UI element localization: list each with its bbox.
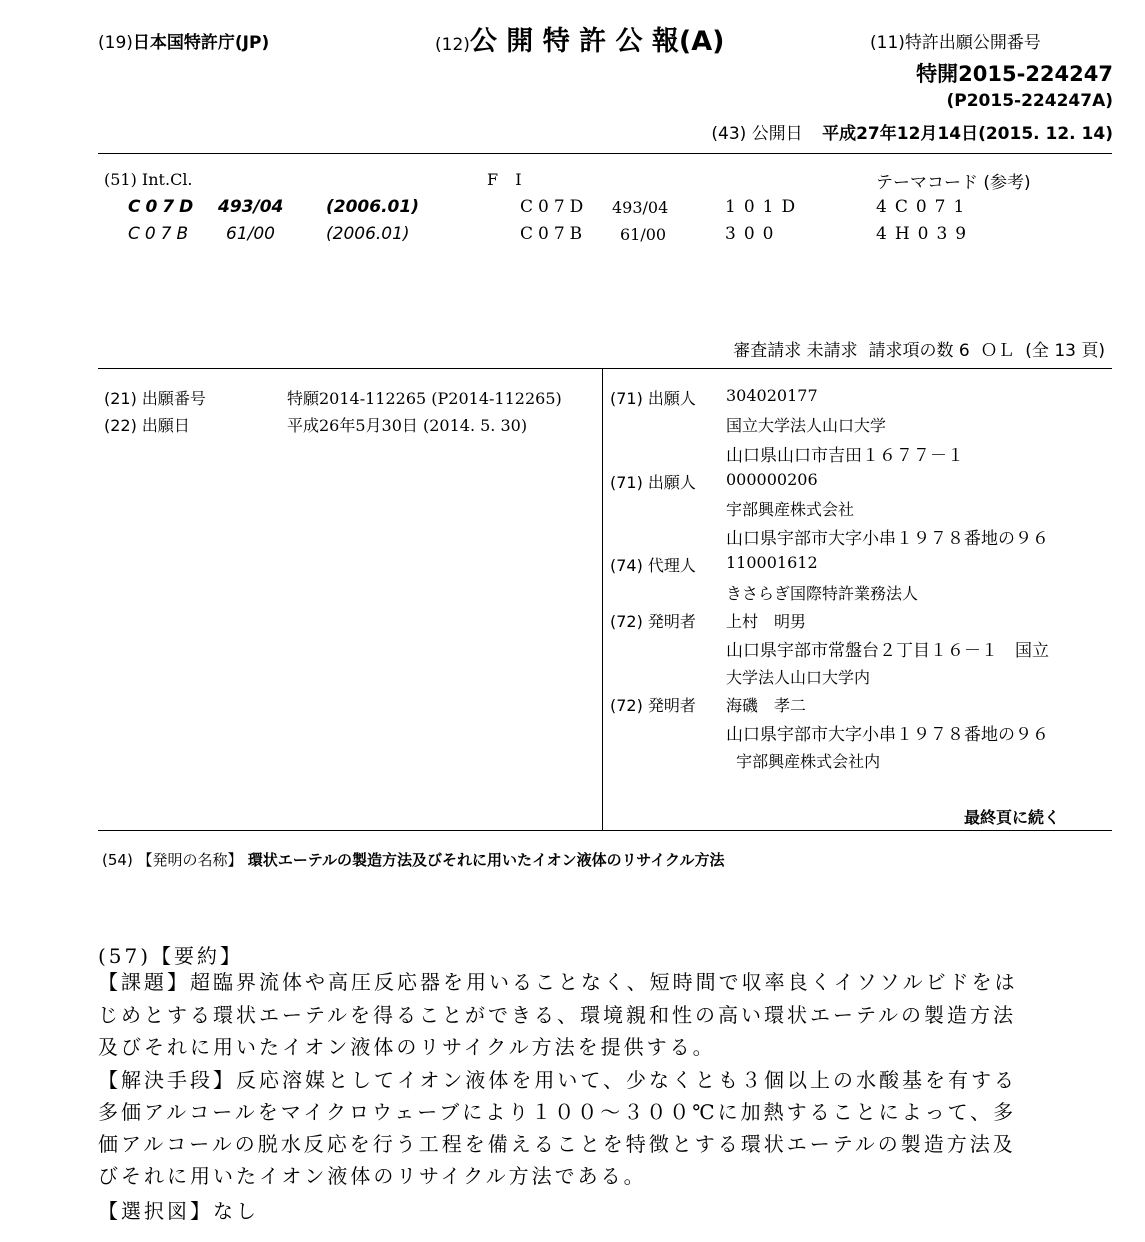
- ipc-version: (2006.01): [326, 224, 410, 244]
- office-name: 日本国特許庁(JP): [132, 33, 270, 53]
- divider-bottom: [98, 830, 1112, 831]
- fi-code: C07D: [520, 197, 589, 217]
- party-line: 海磯 孝二: [726, 696, 807, 715]
- party-line: 宇部興産株式会社内: [726, 752, 881, 771]
- pubnum-label: 特許出願公開番号: [904, 33, 1041, 53]
- kind-number: (12): [435, 35, 470, 55]
- fi-group: 61/00: [620, 225, 667, 244]
- filing-date: 平成26年5月30日 (2014. 5. 30): [287, 416, 528, 435]
- abstract-line: 【解決手段】反応溶媒としてイオン液体を用いて、少なくとも３個以上の水酸基を有する: [98, 1068, 1017, 1092]
- column-divider: [602, 369, 603, 830]
- abstract-line: びそれに用いたイオン液体のリサイクル方法である。: [98, 1164, 647, 1188]
- application-number: 特願2014-112265 (P2014-112265): [287, 389, 562, 408]
- ipc-group: 61/00: [226, 224, 275, 244]
- party-line: きさらぎ国際特許業務法人: [726, 584, 919, 603]
- invention-title: [102, 849, 725, 870]
- party-line: 山口県宇部市大字小串１９７８番地の９６: [726, 725, 1049, 745]
- pubnum-label-block: [870, 28, 1041, 53]
- party-line: 山口県宇部市大字小串１９７８番地の９６: [726, 529, 1049, 549]
- fi-group: 493/04: [612, 198, 669, 217]
- intcl-label: (51) Int.Cl.: [104, 170, 193, 189]
- fi-suffix: 300: [725, 224, 782, 244]
- publication-number: 特開2015-224247: [916, 62, 1113, 86]
- divider-top: [98, 153, 1112, 154]
- abstract-line: 多価アルコールをマイクロウェーブにより１００～３００℃に加熱することによって、多: [98, 1100, 1017, 1124]
- divider-mid: [98, 368, 1112, 369]
- ipc-version: (2006.01): [326, 197, 419, 217]
- abstract-line: じめとする環状エーテルを得ることができる、環境親和性の高い環状エーテルの製造方法: [98, 1003, 1016, 1027]
- party-label: (71) 出願人: [610, 473, 696, 492]
- party-line: 000000206: [726, 470, 818, 489]
- application-number-label: (21) 出願番号: [104, 389, 206, 408]
- kind-block: [435, 19, 724, 58]
- theme-code-label: テーマコード (参考): [876, 173, 1031, 193]
- filing-date-label: (22) 出願日: [104, 416, 190, 435]
- abstract-line: 及びそれに用いたイオン液体のリサイクル方法を提供する。: [98, 1035, 716, 1059]
- abstract-line: 価アルコールの脱水反応を行う工程を備えることを特徴とする環状エーテルの製造方法及: [98, 1132, 1016, 1156]
- abstract-line: 【選択図】なし: [98, 1199, 259, 1223]
- party-label: (72) 発明者: [610, 612, 696, 631]
- pubdate-label: 公開日: [751, 124, 803, 144]
- publication-date: 平成27年12月14日(2015. 12. 14): [822, 124, 1113, 144]
- ipc-group: 493/04: [218, 197, 284, 217]
- party-label: (71) 出願人: [610, 389, 696, 408]
- pubnum-label-number: (11): [870, 33, 905, 53]
- fi-label: F I: [487, 170, 528, 189]
- office-number: (19): [98, 33, 133, 53]
- party-line: 304020177: [726, 386, 818, 405]
- continued-note: 最終頁に続く: [964, 808, 1061, 827]
- ipc-code: C07B: [128, 224, 194, 244]
- abstract-line: 【課題】超臨界流体や高圧反応器を用いることなく、短時間で収率良くイソソルビドをは: [98, 970, 1018, 994]
- theme-code: 4H039: [876, 224, 975, 244]
- party-label: (72) 発明者: [610, 696, 696, 715]
- fi-suffix: 101D: [725, 197, 804, 217]
- publication-number-alt: (P2015-224247A): [946, 91, 1113, 111]
- pubdate-number: (43): [711, 124, 747, 144]
- party-line: 宇部興産株式会社: [726, 500, 855, 519]
- invention-title-label: (54) 【発明の名称】: [102, 851, 243, 869]
- party-line: 山口県山口市吉田１６７７－１: [726, 446, 964, 466]
- office-block: [98, 28, 269, 53]
- invention-title-text: 環状エーテルの製造方法及びそれに用いたイオン液体のリサイクル方法: [247, 851, 725, 869]
- party-line: 山口県宇部市常盤台２丁目１６－１ 国立: [726, 641, 1049, 661]
- examination-status: 審査請求 未請求 請求項の数 6 ＯＬ (全 13 頁): [733, 341, 1105, 361]
- fi-code: C07B: [520, 224, 588, 244]
- party-label: (74) 代理人: [610, 556, 696, 575]
- publication-kind: 公 開 特 許 公 報(A): [469, 26, 725, 57]
- abstract-heading: (57)【要約】: [98, 944, 244, 968]
- party-line: 上村 明男: [726, 612, 807, 631]
- theme-code: 4C071: [876, 197, 973, 217]
- publication-date-block: [711, 119, 1113, 144]
- ipc-code: C07D: [128, 197, 199, 217]
- party-line: 国立大学法人山口大学: [726, 416, 887, 435]
- party-line: 大学法人山口大学内: [726, 668, 871, 687]
- party-line: 110001612: [726, 553, 818, 572]
